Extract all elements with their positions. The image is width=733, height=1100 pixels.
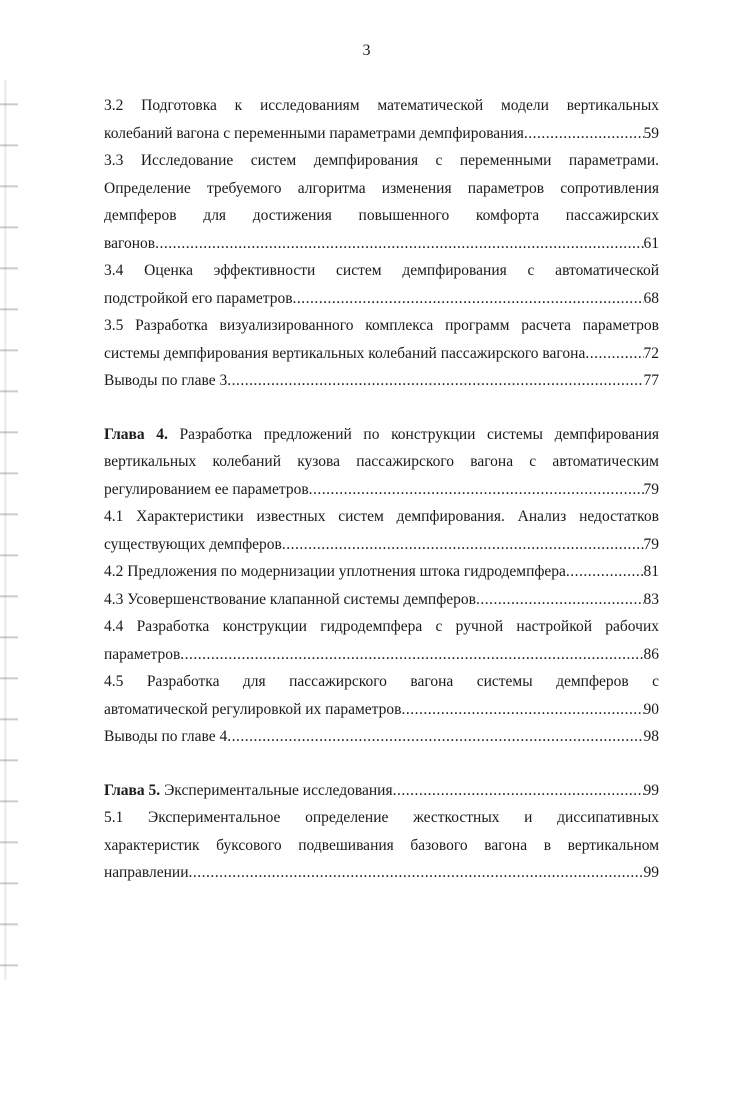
section-gap [104,751,659,777]
toc-entry-line: Определение требуемого алгоритма изменения параметров сопротивления [104,179,659,197]
toc-entry-last-line [104,723,659,751]
toc-entry-last-line [104,696,659,724]
toc-entry-4-3 [104,586,659,614]
toc-entry-last-line [104,859,659,887]
dot-leader [309,476,644,504]
toc-entry-3-4 [104,257,659,312]
toc-entry-last-line [104,476,659,504]
toc-entry-last-line [104,120,659,148]
toc-chapter-5 [104,777,659,805]
toc-entry-conclusions-4 [104,723,659,751]
dot-leader [524,120,644,148]
toc-entry-last-line [104,586,659,614]
toc-page-ref: 99 [643,781,659,799]
toc-entry-text: 4.3 Усовершенствование клапанной системы демпферов [104,590,476,608]
toc-entry-last-line [104,558,659,586]
toc-page-ref: 99 [643,864,659,881]
toc-entry-line: 3.4 Оценка эффективности систем демпфирования с автоматической [104,262,659,279]
toc-entry-4-1 [104,503,659,558]
toc-entry-last-line [104,367,659,395]
toc-entry-text: параметров [104,645,181,663]
toc-page-ref: 86 [643,645,659,663]
toc-entry-line [104,421,659,449]
toc-page-ref: 72 [643,344,659,362]
toc-page-ref: 77 [643,372,659,389]
toc-page-ref: 83 [643,590,659,608]
toc-page-ref: 79 [643,480,659,498]
dot-leader [227,367,643,395]
toc-entry-text: автоматической регулировкой их параметров [104,700,402,718]
toc-entry-text: регулированием ее параметров [104,480,309,498]
dot-leader [282,531,644,559]
toc-entry-last-line [104,777,659,805]
chapter-label: Глава 4. [104,425,168,443]
dot-leader [476,586,644,614]
chapter-title-part: Экспериментальные исследования [160,781,393,799]
toc-entry-last-line [104,531,659,559]
toc-entry-3-5 [104,312,659,367]
toc-entry-3-2 [104,92,659,147]
toc-entry-4-5 [104,668,659,723]
toc-entry-text: системы демпфирования вертикальных колебаний пассажирского вагона [104,344,586,362]
toc-entry-4-4 [104,613,659,668]
dot-leader [401,696,643,724]
toc-page-ref: 90 [643,700,659,718]
dot-leader [180,641,643,669]
dot-leader [227,723,643,751]
toc-entry-line: вертикальных колебаний кузова пассажирского вагона с автоматическим [104,453,659,470]
dot-leader [585,340,643,368]
dot-leader [293,285,644,313]
dot-leader [566,558,644,586]
toc-entry-text: существующих демпферов [104,535,282,553]
toc-entry-text [104,777,393,805]
toc-entry-line: 5.1 Экспериментальное определение жесткостных и диссипативных [104,809,659,826]
toc-page-ref: 81 [643,563,659,580]
dot-leader [155,230,643,258]
toc-entry-3-3 [104,147,659,257]
toc-entry-text: 4.2 Предложения по модернизации уплотнения штока гидродемпфера [104,563,566,580]
toc-entry-last-line [104,285,659,313]
chapter-title-part: Разработка предложений по конструкции системы демпфирования [167,425,659,443]
toc-entry-conclusions-3 [104,367,659,395]
toc-page-ref: 79 [643,535,659,553]
toc-entry-line: 4.1 Характеристики известных систем демпфирования. Анализ недостатков [104,508,659,525]
toc-chapter-4 [104,421,659,504]
toc-entry-line: 3.2 Подготовка к исследованиям математической модели вертикальных [104,97,659,114]
dot-leader [189,859,644,887]
page-number: 3 [362,42,371,59]
toc-entry-text: подстройкой его параметров [104,289,293,307]
toc-entry-text: вагонов [104,234,156,252]
scan-edge-artifact [0,80,18,980]
toc-entry-line: 4.4 Разработка конструкции гидродемпфера с ручной настройкой рабочих [104,618,659,635]
toc-entry-5-1 [104,804,659,887]
toc-page-ref: 61 [643,234,659,252]
toc-entry-text: направлении [104,864,189,881]
dot-leader [393,777,644,805]
toc-page-ref: 59 [643,124,659,142]
toc-entry-line: демпферов для достижения повышенного комфорта пассажирских [104,207,659,224]
table-of-contents [104,92,659,887]
toc-page-ref: 98 [643,728,659,745]
section-gap [104,395,659,421]
toc-entry-last-line [104,340,659,368]
chapter-label: Глава 5. [104,781,161,799]
toc-entry-line: 3.5 Разработка визуализированного комплекса программ расчета параметров [104,317,659,334]
toc-entry-line: 3.3 Исследование систем демпфирования с переменными параметрами. [104,152,659,169]
toc-entry-text: Выводы по главе 3 [104,372,228,389]
toc-entry-last-line [104,641,659,669]
toc-entry-text: Выводы по главе 4 [104,728,228,745]
toc-entry-text: колебаний вагона с переменными параметрами демпфирования [104,124,524,142]
toc-page-ref: 68 [643,289,659,307]
toc-entry-4-2 [104,558,659,586]
toc-entry-line: характеристик буксового подвешивания базового вагона в вертикальном [104,836,659,854]
toc-entry-line: 4.5 Разработка для пассажирского вагона системы демпферов с [104,673,659,690]
toc-entry-last-line [104,230,659,258]
